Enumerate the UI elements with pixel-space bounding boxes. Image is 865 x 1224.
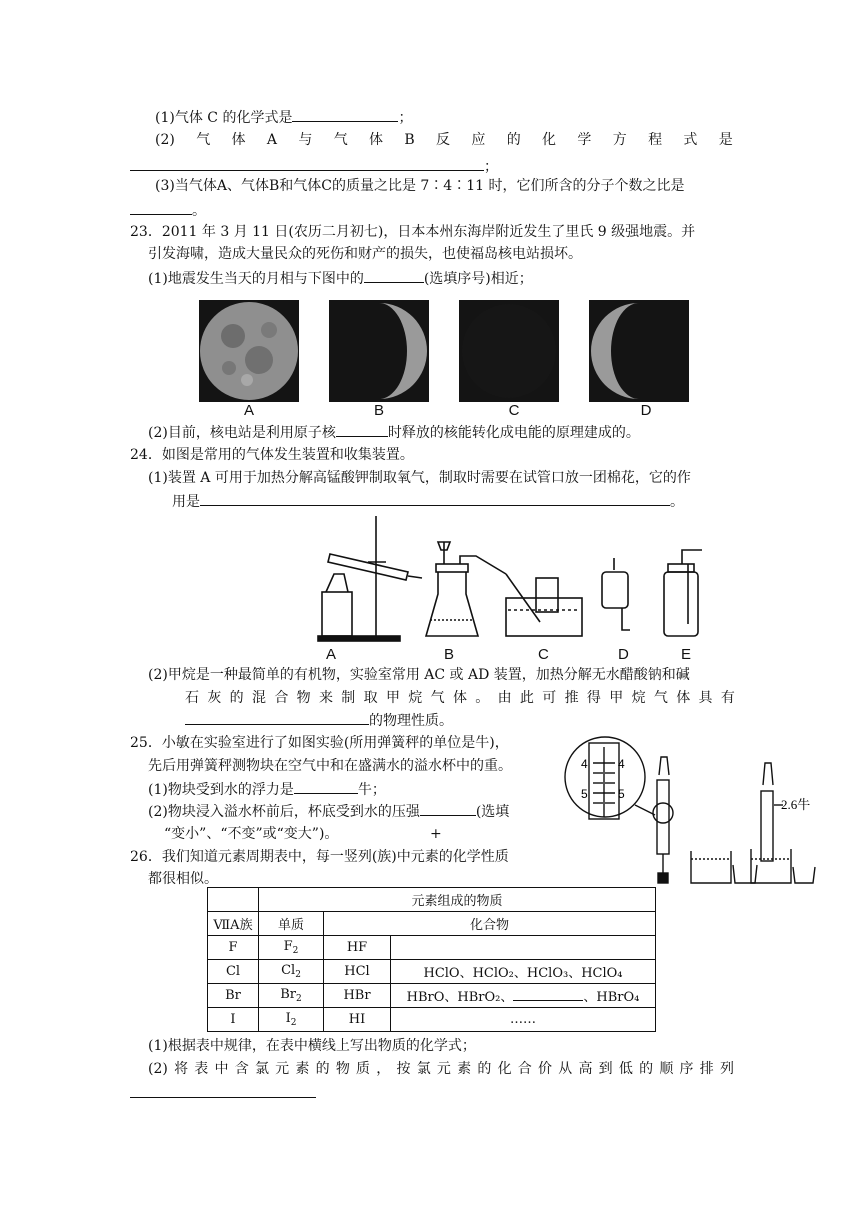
q22-part3-answer-line: 。 <box>130 200 206 221</box>
justified-char: 物 <box>335 1061 350 1077</box>
moon-label-d: D <box>640 402 652 419</box>
justified-char: 制 <box>341 690 356 706</box>
table-header-compound: 化合物 <box>324 912 656 936</box>
q23-part2: (2)目前，核电站是利用原子核 时释放的核能转化成电能的原理建成的。 <box>148 422 640 443</box>
compound-oxyacids: HBrO、HBrO₂、 、HBrO₄ <box>391 984 656 1008</box>
single-substance: $F_2$ <box>259 936 324 960</box>
justified-char: 的 <box>315 1061 330 1077</box>
justified-char: 甲 <box>385 690 400 706</box>
q25-intro-line1: 25．小敏在实验室进行了如图实验(所用弹簧秤的单位是牛)， <box>130 735 509 751</box>
justified-char: 素 <box>457 1061 472 1077</box>
justified-char: 气 <box>653 690 668 706</box>
compound-oxyacids: HClO、HClO₂、HClO₃、HClO₄ <box>391 960 656 984</box>
q25-part2-options: “变小”、“不变”或“变大”)。 <box>164 826 339 842</box>
justified-char: 从 <box>558 1061 573 1077</box>
single-substance: $I_2$ <box>259 1008 324 1032</box>
justified-char: 取 <box>363 690 378 706</box>
single-substance: $Br_2$ <box>259 984 324 1008</box>
answer-blank[interactable] <box>200 491 670 506</box>
q26-part1: (1)根据表中规律，在表中横线上写出物质的化学式； <box>148 1038 476 1054</box>
scale-number-4-left: 4 <box>581 757 588 771</box>
answer-blank[interactable] <box>292 107 398 122</box>
scale-reading-label: 2.6牛 <box>781 797 811 812</box>
justified-char: 气 <box>430 690 445 706</box>
apparatus-label-d: D <box>618 646 629 663</box>
apparatus-label-c: C <box>538 646 549 663</box>
justified-char: 得 <box>586 690 601 706</box>
element-symbol: Cl <box>208 960 259 984</box>
waxing-crescent-moon-icon <box>329 300 429 402</box>
justified-char: 具 <box>698 690 713 706</box>
answer-blank[interactable] <box>185 710 369 725</box>
element-symbol: Br <box>208 984 259 1008</box>
justified-char: 含 <box>234 1061 249 1077</box>
justified-char: 的 <box>477 1061 492 1077</box>
justified-char: 气 <box>333 132 348 148</box>
justified-char: 石 <box>185 690 199 706</box>
table-row <box>208 960 656 984</box>
justified-char: A <box>266 132 277 148</box>
gas-apparatus-diagram <box>310 512 710 646</box>
q22-part2-answer-line: ； <box>130 156 498 177</box>
plus-mark: + <box>430 826 442 842</box>
justified-char: 方 <box>612 132 627 148</box>
table-row <box>208 984 656 1008</box>
q24-part1-line1: (1)装置 A 可用于加热分解高锰酸钾制取氧气，制取时需要在试管口放一团棉花，它的作 <box>148 470 691 486</box>
justified-char: (2) <box>155 132 175 148</box>
justified-char: 体 <box>452 690 467 706</box>
moon-label-b: B <box>373 402 384 419</box>
element-symbol: F <box>208 936 259 960</box>
compound-hydride: HF <box>324 936 391 960</box>
justified-char: 推 <box>564 690 579 706</box>
apparatus-label-e: E <box>681 646 692 663</box>
q22-part3: (3)当气体A、气体B和气体C的质量之比是 7∶4∶11 时，它们所含的分子个数之比是 <box>155 178 685 194</box>
table-corner-cell <box>208 888 259 912</box>
justified-char: 的 <box>506 132 521 148</box>
q24-part1-line2: 用是 。 <box>172 491 684 512</box>
answer-blank[interactable] <box>420 801 476 816</box>
spring-scale-figure <box>555 735 820 885</box>
q25-part1: (1)物块受到水的浮力是 牛； <box>148 779 386 800</box>
answer-blank[interactable] <box>513 988 583 1001</box>
answer-blank[interactable] <box>336 422 388 437</box>
justified-char: 烷 <box>408 690 423 706</box>
justified-char: 氯 <box>416 1061 431 1077</box>
compound-hydride: HI <box>324 1008 391 1032</box>
element-symbol: I <box>208 1008 259 1032</box>
full-moon-icon <box>199 300 299 402</box>
justified-char: 的 <box>229 690 244 706</box>
justified-char: 体 <box>369 132 384 148</box>
moon-phase-a-image <box>199 300 299 402</box>
q23-intro-line2: 引发海啸，造成大量民众的死伤和财产的损失，也使福岛核电站损坏。 <box>148 246 582 262</box>
justified-char: 混 <box>251 690 266 706</box>
q24-intro: 24．如图是常用的气体发生装置和收集装置。 <box>130 447 414 463</box>
justified-char: 。 <box>475 690 490 706</box>
justified-char: 排 <box>699 1061 714 1077</box>
justified-char: 顺 <box>659 1061 674 1077</box>
justified-char: 表 <box>194 1061 209 1077</box>
justified-char: 氯 <box>254 1061 269 1077</box>
justified-char: 元 <box>436 1061 451 1077</box>
q25-intro-line2: 先后用弹簧秤测物块在空气中和在盛满水的溢水杯中的重。 <box>148 758 512 774</box>
justified-char: 程 <box>648 132 663 148</box>
justified-char: 价 <box>538 1061 552 1077</box>
q22-part2 <box>155 130 733 150</box>
justified-char: 此 <box>519 690 534 706</box>
answer-blank[interactable] <box>364 268 424 283</box>
justified-char: 中 <box>214 1061 229 1077</box>
q26-part2 <box>148 1059 734 1079</box>
moon-phase-c-image <box>459 300 559 402</box>
table-row <box>208 936 656 960</box>
justified-char: 素 <box>295 1061 310 1077</box>
justified-char: 合 <box>274 690 289 706</box>
q23-part1: (1)地震发生当天的月相与下图中的 (选填序号)相近； <box>148 268 533 289</box>
waning-crescent-moon-icon <box>589 300 689 402</box>
q25-part2: (2)物块浸入溢水杯前后，杯底受到水的压强 (选填 <box>148 801 509 822</box>
justified-char: 将 <box>174 1061 189 1077</box>
apparatus-label-a: A <box>326 646 337 663</box>
justified-char: 式 <box>683 132 698 148</box>
justified-char: 质 <box>356 1061 371 1077</box>
table-header-group: ⅦA族 <box>208 912 259 936</box>
q24-part2-line1: (2)甲烷是一种最简单的有机物，实验室常用 AC 或 AD 装置，加热分解无水醋酸钠和碱 <box>148 667 690 683</box>
compound-hydride: HCl <box>324 960 391 984</box>
table-row <box>208 1008 656 1032</box>
q23-intro-line1: 23．2011 年 3 月 11 日(农历二月初七)，日本本州东海岸附近发生了里氏 9 级强地震。并 <box>130 224 696 240</box>
q26-intro-line1: 26．我们知道元素周期表中，每一竖列(族)中元素的化学性质 <box>130 849 509 865</box>
apparatus-label-b: B <box>444 646 455 663</box>
compound-oxyacids <box>391 936 656 960</box>
scale-number-4-right: 4 <box>618 757 625 771</box>
compound-oxyacids: …… <box>391 1008 656 1032</box>
justified-char: 序 <box>679 1061 694 1077</box>
justified-char: 甲 <box>609 690 624 706</box>
justified-char: 列 <box>719 1061 734 1077</box>
scale-number-5-right: 5 <box>618 787 625 801</box>
q22-part1: (1)气体 C 的化学式是 ； <box>155 107 412 128</box>
element-group-table <box>207 887 656 1032</box>
answer-blank[interactable] <box>294 779 358 794</box>
justified-char: 低 <box>618 1061 633 1077</box>
table-header-single: 单质 <box>259 912 324 936</box>
new-moon-icon <box>459 300 559 402</box>
justified-char: ， <box>376 1061 391 1077</box>
justified-char: 学 <box>577 132 592 148</box>
justified-char: 与 <box>298 132 313 148</box>
justified-char: 元 <box>275 1061 290 1077</box>
answer-blank[interactable] <box>130 156 484 171</box>
justified-char: 灰 <box>207 690 222 706</box>
moon-phase-b-image <box>329 300 429 402</box>
justified-char: 物 <box>296 690 311 706</box>
justified-char: 体 <box>676 690 691 706</box>
q24-part2-line2 <box>185 688 735 708</box>
justified-char: 烷 <box>631 690 646 706</box>
justified-char: B <box>404 132 415 148</box>
scale-number-5-left: 5 <box>581 787 588 801</box>
justified-char: 有 <box>720 690 735 706</box>
justified-char: 化 <box>542 132 557 148</box>
answer-blank[interactable] <box>130 200 192 215</box>
justified-char: 由 <box>497 690 512 706</box>
justified-char: 按 <box>396 1061 411 1077</box>
table-group-header: 元素组成的物质 <box>259 888 656 912</box>
justified-char: 是 <box>718 132 733 148</box>
justified-char: (2) <box>148 1061 168 1077</box>
justified-char: 来 <box>318 690 333 706</box>
q24-part2-line3: 的物理性质。 <box>185 710 453 731</box>
q26-intro-line2: 都很相似。 <box>148 871 218 887</box>
justified-char: 化 <box>497 1061 512 1077</box>
single-substance: $Cl_2$ <box>259 960 324 984</box>
justified-char: 的 <box>639 1061 654 1077</box>
justified-char: 到 <box>598 1061 613 1077</box>
justified-char: 可 <box>542 690 557 706</box>
justified-char: 合 <box>517 1061 532 1077</box>
answer-blank-line[interactable] <box>130 1097 316 1098</box>
justified-char: 反 <box>436 132 451 148</box>
justified-char: 体 <box>231 132 246 148</box>
moon-label-a: A <box>243 402 254 419</box>
justified-char: 气 <box>196 132 211 148</box>
compound-hydride: HBr <box>324 984 391 1008</box>
justified-char: 应 <box>471 132 486 148</box>
justified-char: 高 <box>578 1061 593 1077</box>
moon-phase-d-image <box>589 300 689 402</box>
moon-label-c: C <box>508 402 520 419</box>
